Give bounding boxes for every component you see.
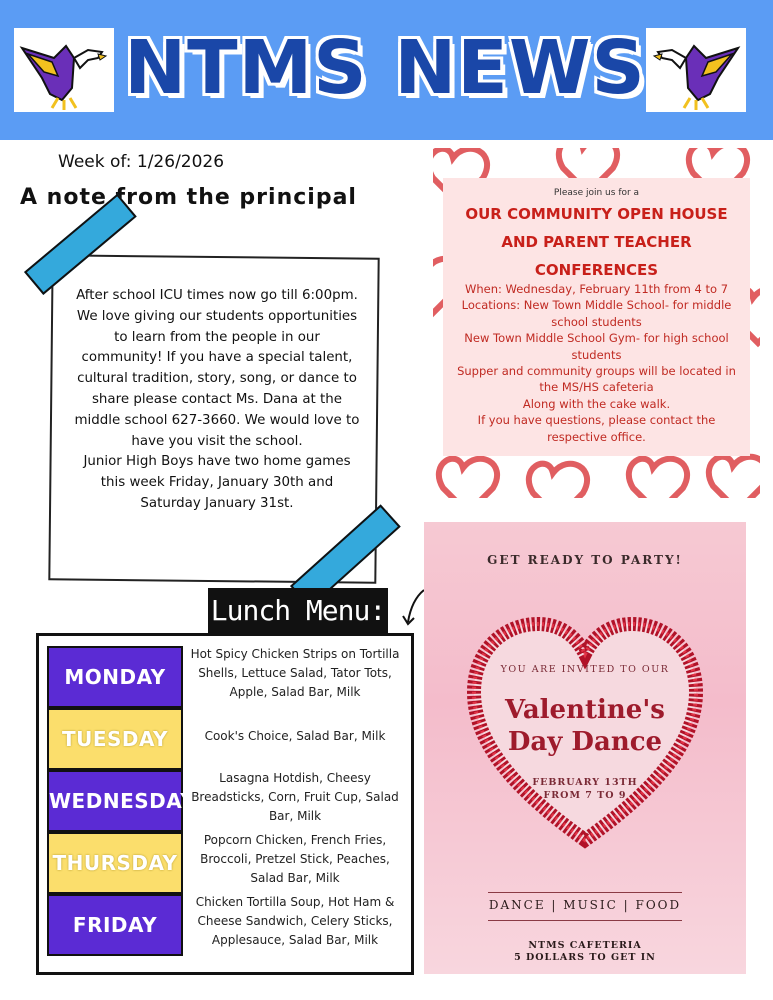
valentine-title-line: Day Dance <box>507 727 663 757</box>
open-house-title <box>443 200 750 284</box>
menu-wednesday: Lasagna Hotdish, Cheesy Breadsticks, Corn, Fruit Cup, Salad Bar, Milk <box>191 771 399 823</box>
newsletter-header <box>0 0 773 140</box>
open-house-invite: Please join us for a <box>553 188 640 198</box>
valentine-footer-line: NTMS CAFETERIA <box>528 940 642 951</box>
menu-friday: Chicken Tortilla Soup, Hot Ham & Cheese Sandwich, Celery Sticks, Applesauce, Salad Bar, Milk <box>195 895 395 947</box>
open-house-detail-line: If you have questions, please contact the respective office. <box>477 413 716 444</box>
day-friday: FRIDAY <box>47 894 183 956</box>
day-monday: MONDAY <box>47 646 183 708</box>
open-house-detail-line: Locations: New Town Middle School- for middle school students <box>461 298 732 329</box>
eagle-mascot-icon <box>14 28 114 112</box>
note-paragraph: Junior High Boys have two home games this week Friday, January 30th and Saturday January 31st. <box>83 454 351 511</box>
menu-tuesday: Cook's Choice, Salad Bar, Milk <box>204 729 386 743</box>
eagle-mascot-icon <box>646 28 746 112</box>
valentine-invited-text: YOU ARE INVITED TO OUR <box>500 664 670 675</box>
valentine-date <box>424 776 746 802</box>
open-house-title-line: CONFERENCES <box>534 261 659 279</box>
open-house-title-line: OUR COMMUNITY OPEN HOUSE <box>465 205 728 223</box>
menu-thursday: Popcorn Chicken, French Fries, Broccoli, Pretzel Stick, Peaches, Salad Bar, Milk <box>200 833 390 885</box>
valentine-title <box>424 694 746 758</box>
menu-monday: Hot Spicy Chicken Strips on Tortilla Shells, Lettuce Salad, Tator Tots, Apple, Salad Bar, Milk <box>190 647 400 699</box>
valentine-features: DANCE | MUSIC | FOOD <box>488 898 682 912</box>
week-label: Week of: 1/26/2026 <box>58 152 225 172</box>
divider <box>488 892 682 893</box>
divider <box>488 920 682 921</box>
note-paragraph: We love giving our students opportunities to learn from the people in our community! If you have a special talent, cultural tradition, story, song, or dance to share please contact Ms. Dana at the middle school 627-3660. We would love to have you visit the school. <box>74 308 360 449</box>
open-house-detail-line: New Town Middle School Gym- for high school students <box>464 331 729 362</box>
valentine-footer <box>424 940 746 964</box>
day-thursday: THURSDAY <box>47 832 183 894</box>
valentine-title-line: Valentine's <box>505 695 665 725</box>
principal-heading: A note from the principal <box>20 185 357 210</box>
open-house-details <box>448 281 745 445</box>
principal-note-text <box>72 286 362 515</box>
valentine-footer-line: 5 DOLLARS TO GET IN <box>514 952 656 963</box>
open-house-title-line: AND PARENT TEACHER <box>501 233 692 251</box>
lunch-menu-label: Lunch Menu: <box>208 588 388 634</box>
open-house-detail-line: Supper and community groups will be located in the MS/HS cafeteria <box>457 364 736 395</box>
open-house-detail-line: When: Wednesday, February 11th from 4 to 7 <box>464 282 729 296</box>
valentine-ready-text: GET READY TO PARTY! <box>487 553 683 567</box>
note-paragraph: After school ICU times now go till 6:00pm. <box>76 288 358 303</box>
newsletter-title: NTMS NEWS <box>124 25 646 111</box>
valentine-date-line: FEBRUARY 13TH <box>532 777 638 788</box>
day-wednesday: WEDNESDAY <box>47 770 183 832</box>
valentine-date-line: FROM 7 TO 9 <box>543 790 627 801</box>
open-house-detail-line: Along with the cake walk. <box>522 396 671 411</box>
day-tuesday: TUESDAY <box>47 708 183 770</box>
